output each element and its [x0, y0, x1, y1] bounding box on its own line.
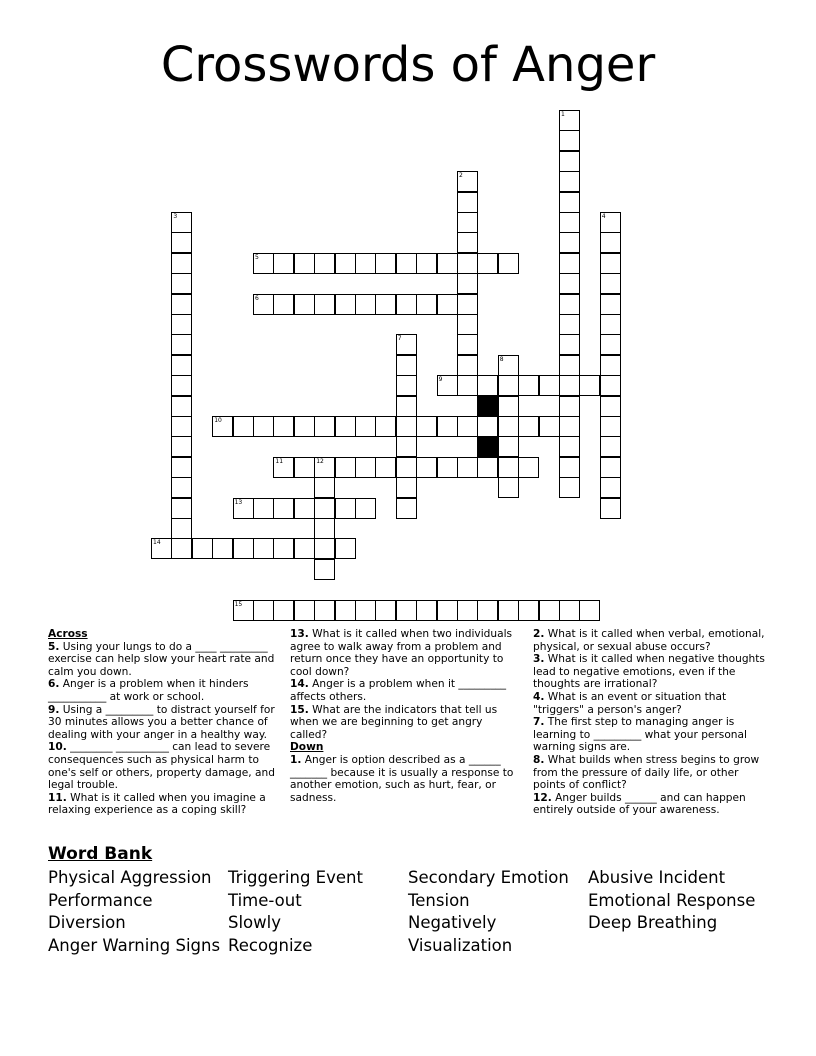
word-bank-column — [408, 867, 569, 957]
cell-number: 14 — [153, 539, 161, 547]
crossword-cell[interactable] — [559, 396, 580, 417]
across-clue: 5. Using your lungs to do a ____ _________ exercise can help slow your heart rate and calm you down. — [48, 640, 275, 678]
crossword-cell[interactable] — [396, 355, 417, 376]
crossword-cell[interactable] — [559, 171, 580, 192]
crossword-cell[interactable] — [335, 294, 356, 315]
crossword-cell[interactable] — [355, 294, 376, 315]
crossword-cell[interactable] — [233, 416, 254, 437]
crossword-cell[interactable] — [559, 477, 580, 498]
crossword-cell[interactable] — [498, 253, 519, 274]
crossword-cell[interactable] — [559, 151, 580, 172]
crossword-cell[interactable] — [355, 498, 376, 519]
crossword-cell[interactable] — [396, 334, 417, 355]
crossword-cell[interactable] — [314, 457, 335, 478]
word-bank-column — [48, 867, 220, 957]
word-bank-word: Secondary Emotion — [408, 868, 569, 887]
cell-number: 13 — [234, 498, 243, 506]
crossword-cell[interactable] — [335, 457, 356, 478]
crossword-cell[interactable] — [457, 232, 478, 253]
crossword-cell[interactable] — [314, 498, 335, 519]
crossword-cell[interactable] — [416, 416, 437, 437]
crossword-cell[interactable] — [314, 538, 335, 559]
crossword-cell[interactable] — [253, 538, 274, 559]
crossword-cell[interactable] — [600, 396, 621, 417]
crossword-cell[interactable] — [335, 416, 356, 437]
crossword-cell[interactable] — [477, 253, 498, 274]
clues-column-2 — [290, 628, 522, 804]
crossword-cell[interactable] — [396, 477, 417, 498]
crossword-cell[interactable] — [477, 416, 498, 437]
crossword-cell[interactable] — [559, 110, 580, 131]
crossword-cell[interactable] — [171, 232, 192, 253]
cell-number: 11 — [275, 457, 284, 465]
crossword-cell[interactable] — [518, 457, 539, 478]
crossword-cell[interactable] — [457, 192, 478, 213]
cell-number: 9 — [438, 376, 443, 384]
crossword-cell[interactable] — [396, 436, 417, 457]
crossword-cell[interactable] — [600, 375, 621, 396]
across-clues-column-1 — [48, 628, 280, 817]
word-bank-word: Performance — [48, 890, 153, 910]
crossword-cell[interactable] — [579, 375, 600, 396]
crossword-cell[interactable] — [294, 498, 315, 519]
crossword-cell[interactable] — [151, 538, 172, 559]
crossword-cell[interactable] — [600, 253, 621, 274]
crossword-cell[interactable] — [253, 600, 274, 621]
crossword-cell[interactable] — [233, 498, 254, 519]
crossword-cell[interactable] — [559, 457, 580, 478]
crossword-cell[interactable] — [355, 457, 376, 478]
cell-number: 3 — [173, 213, 178, 220]
crossword-cell[interactable] — [457, 416, 478, 437]
crossword-cell[interactable] — [518, 375, 539, 396]
crossword-cell[interactable] — [559, 314, 580, 335]
word-bank-word: Physical Aggression — [48, 868, 212, 887]
crossword-cell[interactable] — [416, 457, 437, 478]
crossword-cell[interactable] — [171, 253, 192, 274]
crossword-cell[interactable] — [457, 334, 478, 355]
crossword-cell[interactable] — [559, 600, 580, 621]
crossword-cell[interactable] — [253, 294, 274, 315]
crossword-cell[interactable] — [600, 314, 621, 335]
crossword-cell[interactable] — [294, 538, 315, 559]
crossword-cell[interactable] — [335, 253, 356, 274]
crossword-cell[interactable] — [273, 498, 294, 519]
across-clue: 10. ________ __________ can lead to severe consequences such as physical harm to one's self or others, property damage, and legal trouble. — [48, 741, 275, 792]
crossword-cell[interactable] — [273, 416, 294, 437]
crossword-cell[interactable] — [314, 600, 335, 621]
cell-number: 2 — [459, 172, 463, 180]
crossword-cell[interactable] — [171, 457, 192, 478]
crossword-cell[interactable] — [539, 375, 560, 396]
crossword-cell[interactable] — [559, 416, 580, 437]
crossword-cell[interactable] — [396, 457, 417, 478]
crossword-cell[interactable] — [559, 375, 580, 396]
crossword-cell[interactable] — [498, 396, 519, 417]
crossword-cell[interactable] — [171, 477, 192, 498]
word-bank-word: Negatively — [408, 913, 497, 933]
crossword-cell[interactable] — [314, 416, 335, 437]
cell-number: 8 — [499, 355, 504, 363]
word-bank-column — [228, 867, 363, 957]
crossword-cell[interactable] — [171, 375, 192, 396]
word-bank-word: Visualization — [408, 935, 513, 955]
crossword-cell[interactable] — [457, 171, 478, 192]
crossword-cell[interactable] — [253, 253, 274, 274]
crossword-cell[interactable] — [171, 294, 192, 315]
crossword-cell[interactable] — [294, 253, 315, 274]
crossword-cell[interactable] — [457, 600, 478, 621]
page-title: Crosswords of Anger — [160, 37, 656, 93]
crossword-cell[interactable] — [457, 294, 478, 315]
crossword-cell[interactable] — [314, 477, 335, 498]
crossword-cell[interactable] — [396, 600, 417, 621]
crossword-cell[interactable] — [559, 232, 580, 253]
across-clue: 9. Using a _________ to distract yourself for 30 minutes allows you a better chance of dealing with your anger in a healthy way. — [48, 703, 275, 741]
crossword-cell[interactable] — [600, 498, 621, 519]
crossword-cell[interactable] — [457, 457, 478, 478]
word-bank-column — [588, 867, 755, 935]
crossword-cell[interactable] — [416, 294, 437, 315]
cell-number: 6 — [255, 294, 259, 302]
crossword-cell[interactable] — [396, 396, 417, 417]
crossword-cell[interactable] — [273, 253, 294, 274]
crossword-cell[interactable] — [335, 538, 356, 559]
crossword-cell[interactable] — [518, 416, 539, 437]
crossword-cell[interactable] — [375, 457, 396, 478]
crossword-cell[interactable] — [355, 416, 376, 437]
crossword-cell[interactable] — [294, 457, 315, 478]
crossword-cell[interactable] — [396, 375, 417, 396]
crossword-cell[interactable] — [559, 334, 580, 355]
cell-number: 10 — [214, 417, 222, 424]
crossword-cell[interactable] — [212, 416, 233, 437]
word-bank-word: Recognize — [228, 935, 313, 955]
crossword-cell[interactable] — [559, 253, 580, 274]
crossword-cell[interactable] — [314, 294, 335, 315]
across-clue: 6. Anger is a problem when it hinders ___________ at work or school. — [48, 678, 249, 703]
crossword-cell[interactable] — [498, 600, 519, 621]
crossword-cell[interactable] — [437, 253, 458, 274]
crossword-cell[interactable] — [171, 355, 192, 376]
word-bank-word: Triggering Event — [228, 868, 363, 887]
crossword-cell[interactable] — [457, 375, 478, 396]
down-clue: 4. What is an event or situation that "triggers" a person's anger? — [533, 690, 727, 716]
crossword-block — [477, 436, 498, 457]
crossword-cell[interactable] — [559, 212, 580, 233]
crossword-cell[interactable] — [539, 416, 560, 437]
crossword-cell[interactable] — [335, 498, 356, 519]
down-clue: 1. Anger is option described as a ______ _______ because it is usually a response to another emotion, such as hurt, fear, or sadness. — [290, 753, 514, 804]
crossword-cell[interactable] — [600, 273, 621, 294]
crossword-cell[interactable] — [600, 457, 621, 478]
crossword-cell[interactable] — [171, 416, 192, 437]
crossword-cell[interactable] — [192, 538, 213, 559]
down-clue: 8. What builds when stress begins to grow from the pressure of daily life, or other points of conflict? — [533, 753, 760, 792]
crossword-cell[interactable] — [273, 538, 294, 559]
cell-number: 12 — [316, 457, 324, 465]
word-bank-word: Diversion — [48, 913, 126, 933]
crossword-cell[interactable] — [212, 538, 233, 559]
crossword-cell[interactable] — [273, 600, 294, 621]
crossword-cell[interactable] — [171, 396, 192, 417]
crossword-cell[interactable] — [314, 253, 335, 274]
crossword-cell[interactable] — [396, 498, 417, 519]
crossword-cell[interactable] — [600, 294, 621, 315]
crossword-cell[interactable] — [498, 457, 519, 478]
crossword-cell[interactable] — [600, 416, 621, 437]
word-bank-word: Time-out — [228, 890, 302, 910]
crossword-cell[interactable] — [579, 600, 600, 621]
crossword-cell[interactable] — [233, 538, 254, 559]
down-clue: 3. What is it called when negative thoughts lead to negative emotions, even if the thoughts are irrational? — [533, 653, 765, 691]
crossword-cell[interactable] — [437, 375, 458, 396]
crossword-cell[interactable] — [294, 416, 315, 437]
crossword-cell[interactable] — [498, 375, 519, 396]
crossword-cell[interactable] — [171, 538, 192, 559]
crossword-cell[interactable] — [273, 457, 294, 478]
crossword-cell[interactable] — [396, 253, 417, 274]
crossword-cell[interactable] — [355, 253, 376, 274]
crossword-cell[interactable] — [375, 416, 396, 437]
across-heading: Across — [48, 628, 88, 640]
cell-number: 1 — [561, 111, 565, 118]
crossword-cell[interactable] — [314, 518, 335, 539]
crossword-cell[interactable] — [600, 436, 621, 457]
crossword-cell[interactable] — [559, 355, 580, 376]
crossword-cell[interactable] — [273, 294, 294, 315]
crossword-cell[interactable] — [253, 416, 274, 437]
crossword-cell[interactable] — [498, 416, 519, 437]
crossword-cell[interactable] — [600, 212, 621, 233]
down-clue: 12. Anger builds ______ and can happen entirely outside of your awareness. — [533, 791, 746, 817]
crossword-cell[interactable] — [375, 294, 396, 315]
crossword-cell[interactable] — [171, 212, 192, 233]
crossword-cell[interactable] — [416, 253, 437, 274]
crossword-cell[interactable] — [559, 436, 580, 457]
crossword-cell[interactable] — [171, 498, 192, 519]
across-clue: 14. Anger is a problem when it _________ affects others. — [290, 678, 507, 703]
crossword-cell[interactable] — [498, 436, 519, 457]
crossword-cell[interactable] — [559, 192, 580, 213]
crossword-cell[interactable] — [518, 600, 539, 621]
word-bank-word: Slowly — [228, 913, 281, 933]
down-heading: Down — [290, 741, 324, 754]
crossword-cell[interactable] — [600, 355, 621, 376]
crossword-cell[interactable] — [375, 600, 396, 621]
crossword-cell[interactable] — [457, 253, 478, 274]
word-bank-word: Abusive Incident — [588, 868, 726, 887]
down-clue: 2. What is it called when verbal, emotional, physical, or sexual abuse occurs? — [533, 628, 765, 653]
crossword-cell[interactable] — [600, 334, 621, 355]
crossword-cell[interactable] — [477, 600, 498, 621]
crossword-cell[interactable] — [335, 600, 356, 621]
crossword-cell[interactable] — [171, 314, 192, 335]
across-clue: 11. What is it called when you imagine a relaxing experience as a coping skill? — [48, 791, 266, 817]
crossword-cell[interactable] — [600, 232, 621, 253]
crossword-cell[interactable] — [539, 600, 560, 621]
crossword-cell[interactable] — [437, 416, 458, 437]
crossword-cell[interactable] — [253, 498, 274, 519]
crossword-cell[interactable] — [457, 212, 478, 233]
crossword-cell[interactable] — [457, 314, 478, 335]
across-clue: 15. What are the indicators that tell us when we are beginning to get angry called? — [290, 703, 498, 741]
crossword-cell[interactable] — [477, 375, 498, 396]
down-clues-column-3 — [533, 628, 769, 817]
word-bank-word: Anger Warning Signs — [48, 935, 221, 955]
word-bank-word: Tension — [408, 890, 470, 910]
crossword-cell[interactable] — [600, 477, 621, 498]
crossword-cell[interactable] — [171, 273, 192, 294]
crossword-cell[interactable] — [396, 416, 417, 437]
crossword-cell[interactable] — [559, 273, 580, 294]
cell-number: 7 — [397, 335, 402, 343]
crossword-cell[interactable] — [437, 600, 458, 621]
crossword-cell[interactable] — [171, 436, 192, 457]
crossword-cell[interactable] — [233, 600, 254, 621]
crossword-cell[interactable] — [314, 559, 335, 580]
cell-number: 4 — [601, 213, 606, 220]
crossword-cell[interactable] — [294, 600, 315, 621]
crossword-cell[interactable] — [457, 355, 478, 376]
crossword-cell[interactable] — [437, 457, 458, 478]
crossword-cell[interactable] — [416, 600, 437, 621]
crossword-cell[interactable] — [477, 457, 498, 478]
crossword-cell[interactable] — [437, 294, 458, 315]
word-bank-word: Emotional Response — [588, 890, 756, 910]
crossword-block — [477, 396, 498, 417]
down-clue: 7. The first step to managing anger is learning to _________ what your personal warning signs are. — [533, 716, 747, 754]
crossword-cell[interactable] — [559, 130, 580, 151]
crossword-cell[interactable] — [171, 518, 192, 539]
crossword-cell[interactable] — [294, 294, 315, 315]
crossword-cell[interactable] — [171, 334, 192, 355]
crossword-cell[interactable] — [355, 600, 376, 621]
word-bank-title: Word Bank — [48, 844, 153, 864]
cell-number: 5 — [255, 253, 259, 261]
word-bank-word: Deep Breathing — [588, 913, 718, 933]
crossword-cell[interactable] — [457, 273, 478, 294]
across-clue: 13. What is it called when two individuals agree to walk away from a problem and return once they have an opportunity to cool down? — [290, 628, 513, 678]
crossword-cell[interactable] — [498, 477, 519, 498]
crossword-cell[interactable] — [498, 355, 519, 376]
crossword-cell[interactable] — [559, 294, 580, 315]
cell-number: 15 — [234, 600, 243, 608]
crossword-cell[interactable] — [375, 253, 396, 274]
crossword-cell[interactable] — [396, 294, 417, 315]
